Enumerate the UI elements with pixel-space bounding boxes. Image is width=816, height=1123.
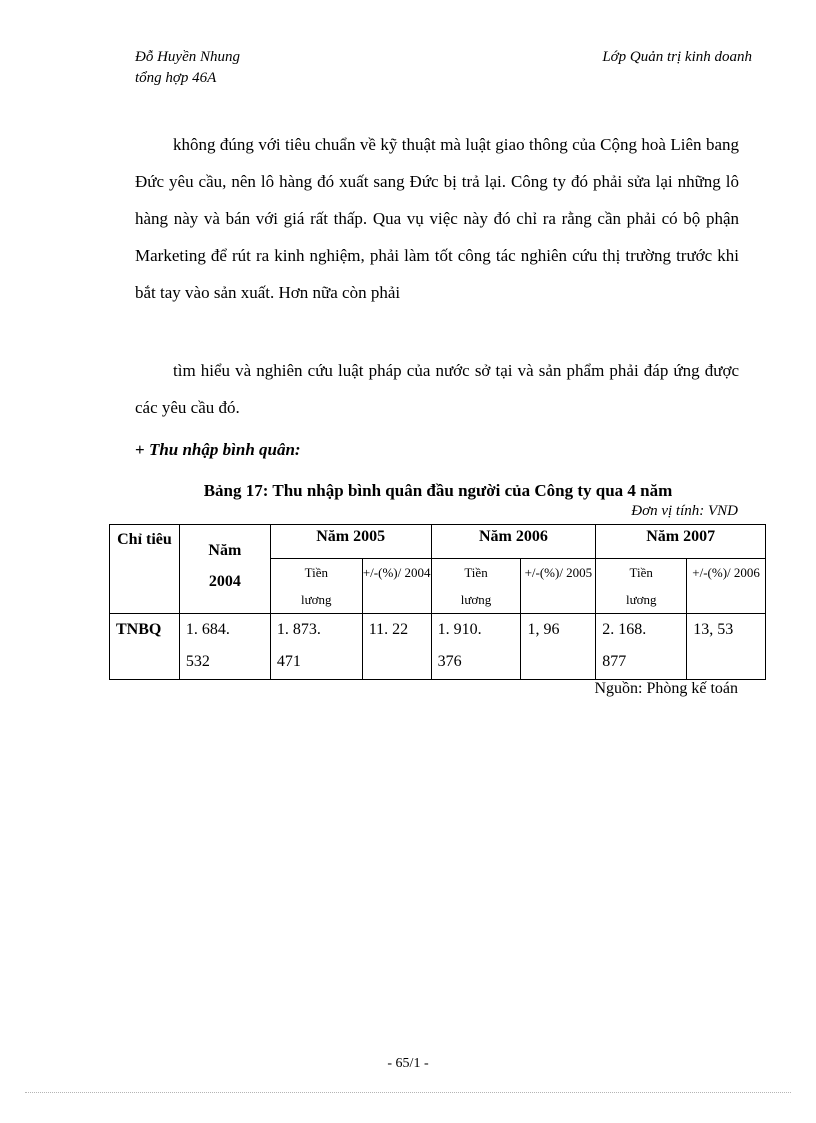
value-2004: 1. 684. 532 — [179, 614, 270, 680]
section-prefix: + — [135, 440, 149, 459]
paragraph-2 — [135, 352, 739, 426]
page-number: - 65/1 - — [387, 1056, 429, 1071]
value-2005: 1. 873. 471 — [270, 614, 362, 680]
header-author-class: tổng hợp 46A — [135, 70, 217, 86]
header-change-2006: +/-(%)/ 2005 — [521, 559, 596, 614]
section-title: Thu nhập bình quân: — [148, 440, 301, 459]
paragraph-1-text: không đúng với tiêu chuẩn về kỹ thuật mà luật giao thông của Cộng hoà Liên bang Đức yêu cầu, nên lô hàng đó xuất sang Đức bị trả lại. Công ty đó phải sửa lại những lô hàng này và bán với giá rất thấp. Qua vụ việc này đó chỉ ra rằng cần phải có bộ phận Marketing để rút ra kinh nghiệm, phải làm tốt công tác nghiên cứu thị trường trước khi bắt tay vào sản xuất. Hơn nữa còn phải — [135, 135, 739, 302]
header-change-2005: +/-(%)/ 2004 — [362, 559, 431, 614]
header-chi-tieu: Chỉ tiêu — [110, 525, 180, 614]
header-nam-2005: Năm 2005 — [270, 525, 431, 559]
header-nam-2004: Năm 2004 — [179, 525, 270, 614]
header-tien-luong-2005: Tiền lương — [270, 559, 362, 614]
row-label: TNBQ — [110, 614, 180, 680]
table-row — [110, 614, 766, 680]
change-2007: 13, 53 — [687, 614, 766, 680]
header-nam-2007: Năm 2007 — [596, 525, 766, 559]
section-heading — [135, 440, 301, 460]
change-2005: 11. 22 — [362, 614, 431, 680]
header-author-name: Đỗ Huyền Nhung — [135, 49, 240, 65]
paragraph-1 — [135, 126, 739, 311]
change-2006: 1, 96 — [521, 614, 596, 680]
header-tien-luong-2007: Tiền lương — [596, 559, 687, 614]
table-source: Nguồn: Phòng kế toán — [594, 680, 738, 697]
value-2006: 1. 910. 376 — [431, 614, 521, 680]
table-caption: Bảng 17: Thu nhập bình quân đầu người của Công ty qua 4 năm — [203, 481, 673, 500]
header-nam-2006: Năm 2006 — [431, 525, 596, 559]
header-tien-luong-2006: Tiền lương — [431, 559, 521, 614]
header-change-2007: +/-(%)/ 2006 — [687, 559, 766, 614]
page-bottom-divider — [25, 1092, 791, 1093]
header-author — [135, 47, 240, 89]
paragraph-2-text: tìm hiểu và nghiên cứu luật pháp của nước sở tại và sản phẩm phải đáp ứng được các yêu cầu đó. — [135, 361, 739, 417]
table-unit: Đơn vị tính: VND — [631, 503, 738, 519]
header-class-name: Lớp Quản trị kinh doanh — [602, 49, 752, 65]
value-2007: 2. 168. 877 — [596, 614, 687, 680]
income-table — [109, 524, 766, 680]
